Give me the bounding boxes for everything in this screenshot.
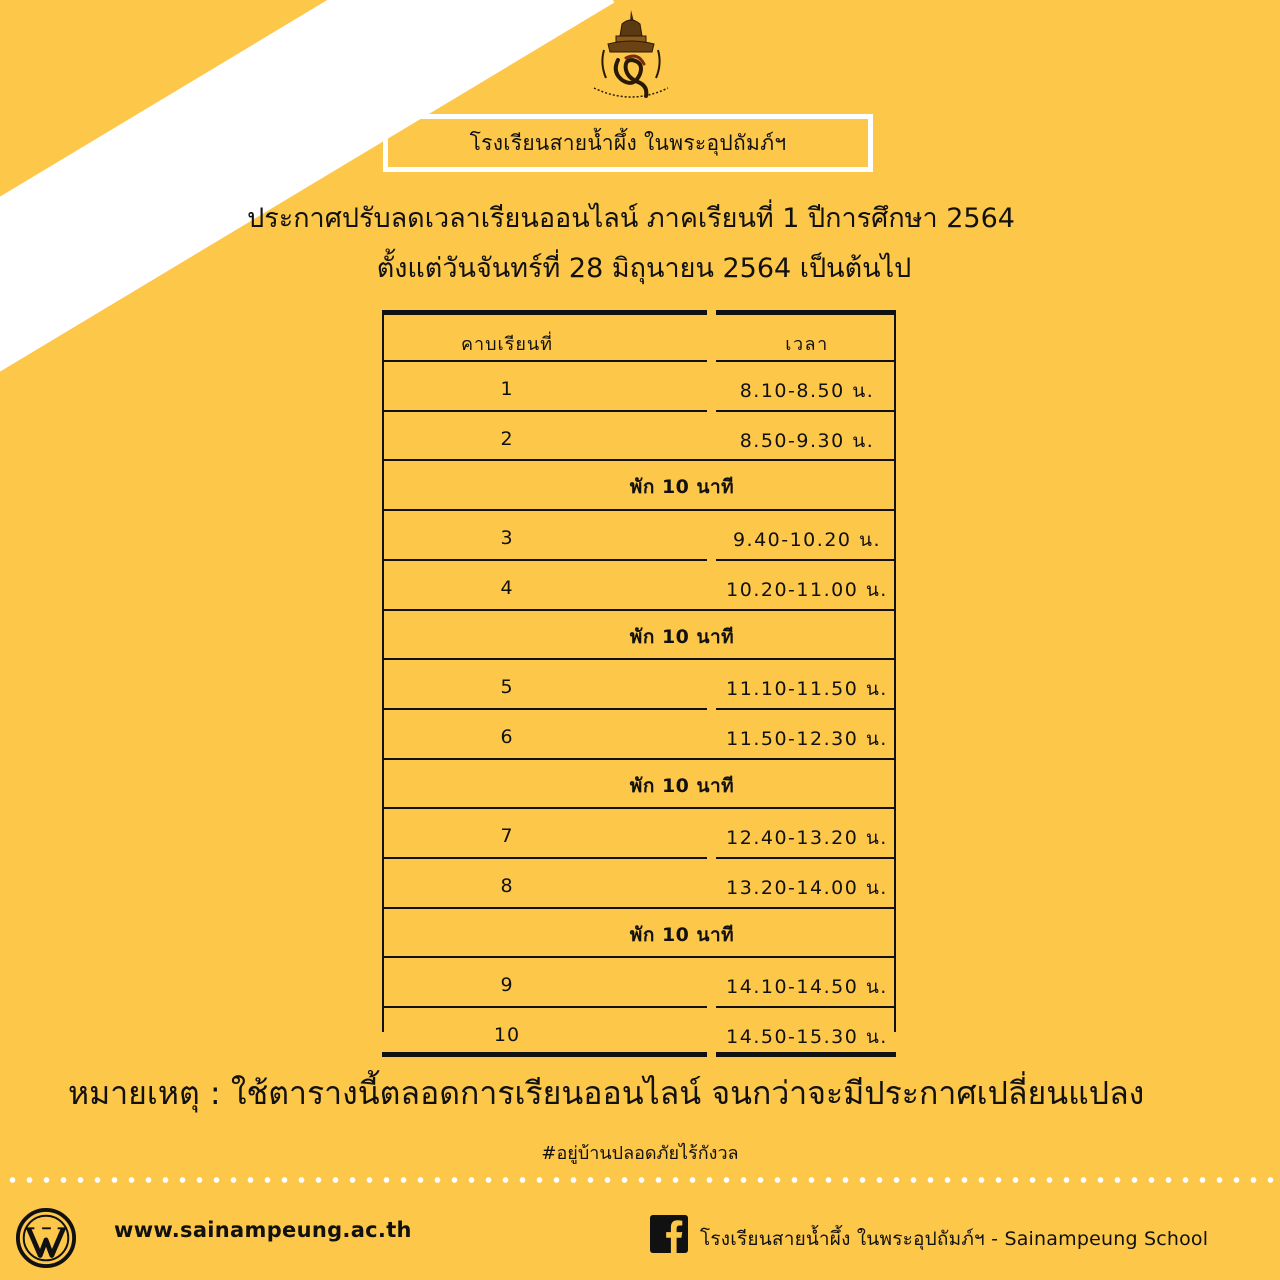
table-rule xyxy=(382,410,707,412)
period-number: 5 xyxy=(500,676,514,699)
table-rule xyxy=(382,1052,707,1057)
school-emblem-icon xyxy=(586,8,676,108)
facebook-page-link[interactable]: โรงเรียนสายน้ำผึ้ง ในพระอุปถัมภ์ฯ - Sainampeung School xyxy=(700,1228,1209,1250)
period-number: 8 xyxy=(500,875,514,897)
table-rule xyxy=(382,956,896,958)
period-number: 4 xyxy=(500,576,514,599)
header-time: เวลา xyxy=(785,334,829,355)
table-rule xyxy=(382,1006,707,1008)
hashtag: #อยู่บ้านปลอดภัยไร้กังวล xyxy=(541,1143,739,1164)
table-rule xyxy=(716,410,896,412)
period-time: 12.40-13.20 น. xyxy=(726,827,888,850)
facebook-icon[interactable] xyxy=(650,1214,688,1254)
period-time: 9.40-10.20 น. xyxy=(732,529,882,552)
table-rule xyxy=(382,658,896,660)
website-link[interactable]: www.sainampeung.ac.th xyxy=(114,1218,412,1242)
dotted-divider xyxy=(4,1175,1280,1185)
table-rule xyxy=(716,708,896,710)
period-number: 3 xyxy=(500,527,514,550)
break-label: พัก 10 นาที xyxy=(629,774,735,797)
table-rule xyxy=(716,360,896,362)
wordpress-icon[interactable] xyxy=(15,1207,77,1269)
table-rule xyxy=(382,907,896,909)
table-rule xyxy=(382,509,896,511)
break-label: พัก 10 นาที xyxy=(629,625,735,648)
period-time: 13.20-14.00 น. xyxy=(726,877,888,899)
period-time: 14.10-14.50 น. xyxy=(726,976,888,999)
table-rule xyxy=(382,807,896,809)
break-label: พัก 10 นาที xyxy=(629,923,735,946)
school-name: โรงเรียนสายน้ำผึ้ง ในพระอุปถัมภ์ฯ xyxy=(469,130,787,155)
table-rule xyxy=(716,1052,896,1057)
announcement-date: ตั้งแต่วันจันทร์ที่ 28 มิถุนายน 2564 เป็นต้นไป xyxy=(376,253,912,284)
table-rule xyxy=(382,310,707,315)
period-number: 9 xyxy=(500,974,514,997)
table-rule xyxy=(382,708,707,710)
period-time: 14.50-15.30 น. xyxy=(726,1026,888,1049)
announcement-title: ประกาศปรับลดเวลาเรียนออนไลน์ ภาคเรียนที่ 1 ปีการศึกษา 2564 xyxy=(247,203,1015,234)
table-rule xyxy=(716,310,896,315)
note: หมายเหตุ : ใช้ตารางนี้ตลอดการเรียนออนไลน์ จนกว่าจะมีประกาศเปลี่ยนแปลง xyxy=(68,1074,1145,1112)
period-number: 7 xyxy=(500,825,514,848)
period-time: 10.20-11.00 น. xyxy=(726,578,888,601)
table-rule xyxy=(716,857,896,859)
period-number: 10 xyxy=(493,1024,521,1047)
table-rule xyxy=(382,459,896,461)
timetable xyxy=(382,310,896,1049)
table-rule xyxy=(716,559,896,561)
period-time: 8.10-8.50 น. xyxy=(739,380,875,402)
header-period: คาบเรียนที่ xyxy=(460,334,554,355)
table-rule xyxy=(716,1006,896,1008)
table-rule xyxy=(382,609,896,611)
period-time: 11.10-11.50 น. xyxy=(726,678,888,701)
school-name-box xyxy=(383,114,873,172)
period-number: 2 xyxy=(500,427,514,450)
period-time: 11.50-12.30 น. xyxy=(726,727,888,750)
table-rule xyxy=(382,758,896,760)
table-rule xyxy=(382,857,707,859)
period-number: 6 xyxy=(500,725,514,748)
table-rule xyxy=(382,360,707,362)
period-number: 1 xyxy=(500,378,514,400)
period-time: 8.50-9.30 น. xyxy=(739,429,875,452)
table-rule xyxy=(382,559,707,561)
break-label: พัก 10 นาที xyxy=(629,476,735,499)
